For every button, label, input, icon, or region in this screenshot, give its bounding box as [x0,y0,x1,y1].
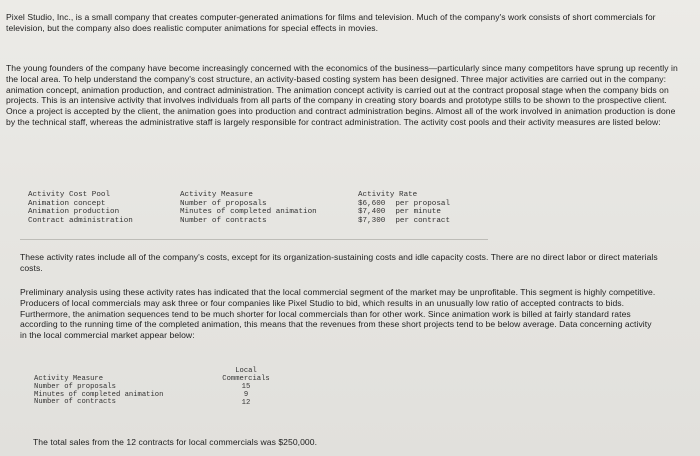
activity-cost-pool-table [28,191,488,239]
header-commercials: Commercials [222,374,270,383]
rate-amount: $7,300 [358,216,386,225]
table-row-value: 9 [243,390,249,399]
local-commercials-table [28,364,288,422]
rate-amount: $6,600 [358,199,386,208]
table-row-label: Number of contracts [34,398,116,407]
pool-cell: Animation concept [28,199,106,208]
header-activity-rate: Activity Rate [358,191,418,199]
header-local: Local [235,367,257,375]
rate-unit: per proposal [395,199,451,208]
measure-cell: Minutes of completed animation [180,208,317,217]
table-row-label: Minutes of completed animation [34,390,164,399]
header-activity-cost-pool: Activity Cost Pool [28,191,111,199]
table-row-label: Number of proposals [34,382,116,391]
table-divider [20,239,488,240]
measure-cell: Number of contracts [180,216,267,225]
header-activity-measure: Activity Measure [180,191,253,199]
intro-paragraph: Pixel Studio, Inc., is a small company that creates computer-generated animations for films and television. Much of the company's work consists of short commercials for television, but the company also does realistic computer animations for special effects in movies. [6,12,656,33]
founders-paragraph: The young founders of the company have become increasingly concerned with the economics of the business—particularly since many competitors have sprung up recently in the local area. To help understand the company's cost structure, an activity-based costing system has been designed. Three major activities are carried out in the company: animation concept, animation production, and contract administration. The animation concept activity is carried out at the contract proposal stage when the company bids on projects. This is an intensive activity that involves individuals from all parts of the company in creating story boards and prototype stills to be shown to the prospective client. Once a project is accepted by the client, the animation goes into production and contract administration begins. Almost all of the work involved in animation production is done by the technical staff, whereas the administrative staff is largely responsible for contract administration. The activity cost pools and their activity measures are listed below: [6,63,678,127]
rate-unit: per contract [395,216,451,225]
preliminary-analysis-paragraph: Preliminary analysis using these activity rates has indicated that the local commercial segment of the market may be unprofitable. This segment is highly competitive. Producers of local commercials may ask three or four companies like Pixel Studio to bid, which results in an unusually low ratio of accepted contracts to bids. Furthermore, the animation sequences tend to be much shorter for local commercials than for other work. Since animation work is billed at fairly standard rates according to the running time of the completed animation, this means that the revenues from these short projects tend to be below average. Data concerning activity in the local commercial market appear below: [20,287,656,341]
table-row-value: 15 [241,383,251,391]
rate-unit: per minute [395,208,441,217]
measure-cell: Number of proposals [180,199,267,208]
rate-amount: $7,400 [358,208,386,217]
table-row-value: 12 [241,398,251,407]
header-activity-measure: Activity Measure [34,375,104,383]
rates-note-paragraph: These activity rates include all of the company's costs, except for its organization-sustaining costs and idle capacity costs. There are no direct labor or direct materials costs. [20,252,658,273]
pool-cell: Contract administration [28,216,133,225]
pool-cell: Animation production [28,208,120,217]
total-sales-sentence: The total sales from the 12 contracts for local commercials was $250,000. [33,437,318,447]
